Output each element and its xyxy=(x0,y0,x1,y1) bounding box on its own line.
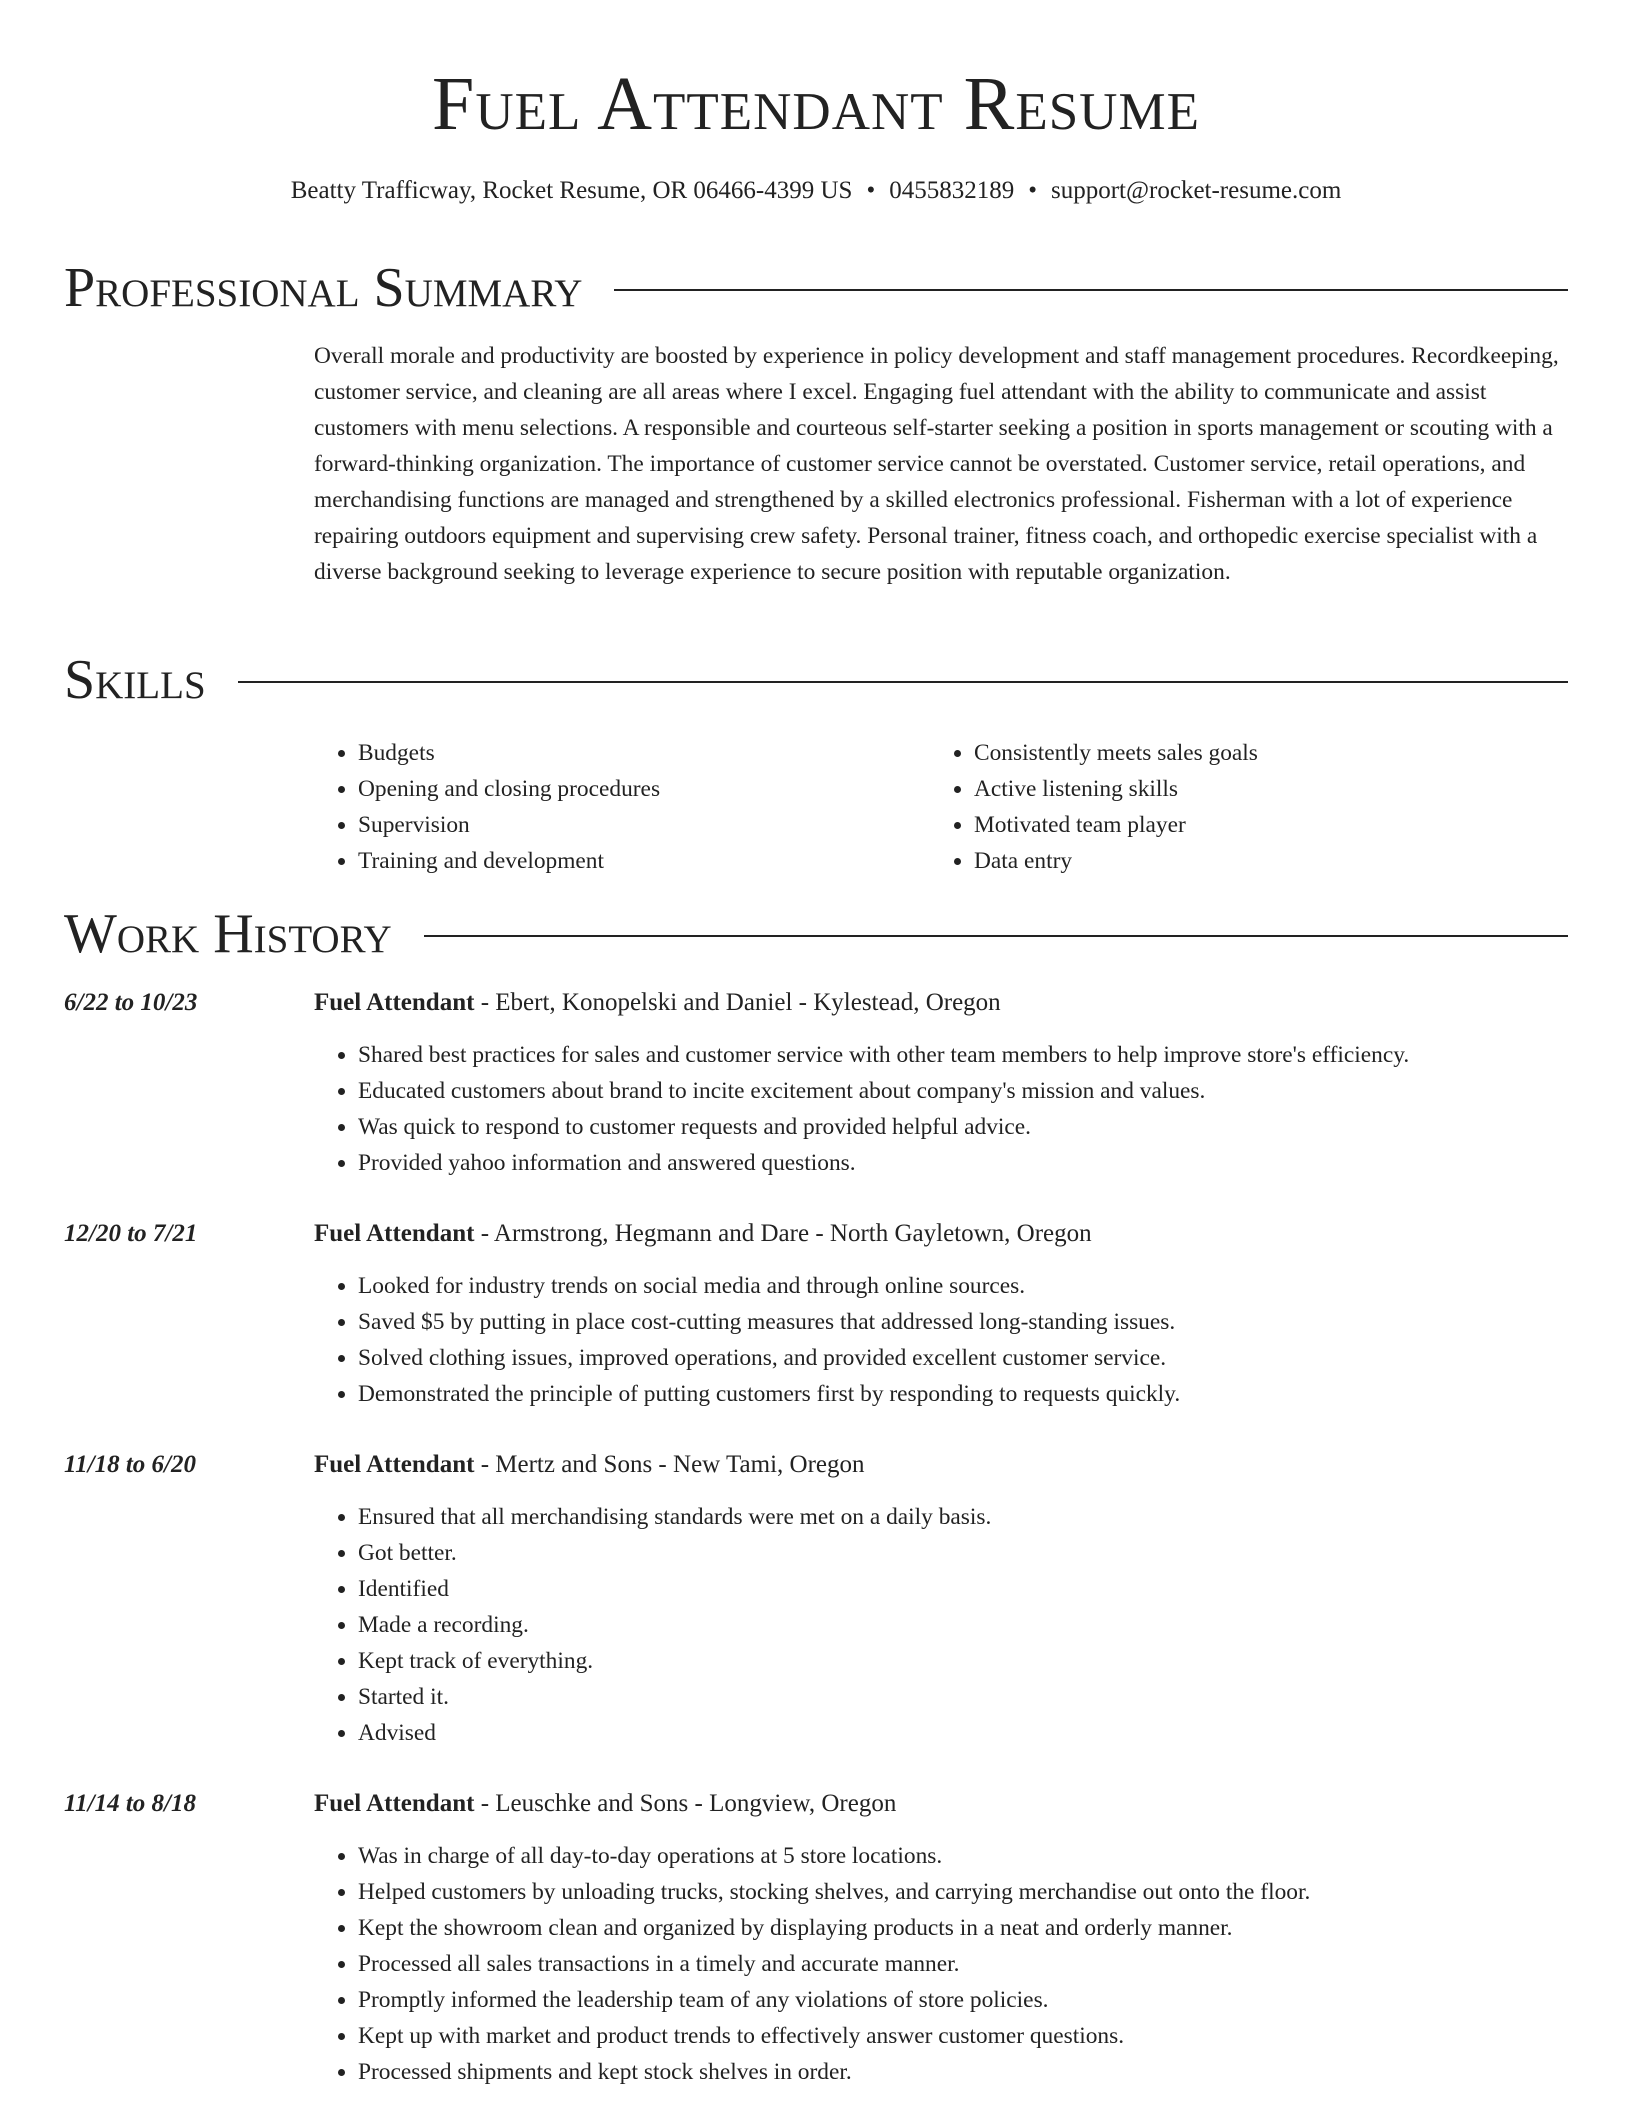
summary-section-header xyxy=(64,256,1568,320)
contact-line xyxy=(0,174,1632,208)
skill-item: • Motivated team player xyxy=(974,807,1546,843)
contact-email: support@rocket-resume.com xyxy=(1051,177,1342,204)
job-bullet: • Ensured that all merchandising standards were met on a daily basis. xyxy=(358,1499,1570,1535)
contact-address: Beatty Trafficway, Rocket Resume, OR 06466-4399 US xyxy=(290,177,853,204)
job-bullet: • Solved clothing issues, improved operations, and provided excellent customer service. xyxy=(358,1340,1570,1376)
job-heading xyxy=(314,1786,896,1822)
job-bullet: • Made a recording. xyxy=(358,1607,1570,1643)
job-bullet: • Processed all sales transactions in a timely and accurate manner. xyxy=(358,1946,1570,1982)
work-section-title: Work History xyxy=(64,903,392,965)
job-bullets xyxy=(314,1268,1570,1412)
job-bullet: • Processed shipments and kept stock shelves in order. xyxy=(358,2054,1570,2090)
job-bullets xyxy=(314,1037,1570,1181)
contact-separator: • xyxy=(866,177,876,204)
section-divider xyxy=(424,935,1568,937)
skills-list xyxy=(314,735,1570,879)
job-employer: - Mertz and Sons - New Tami, Oregon xyxy=(474,1451,865,1478)
job-role: Fuel Attendant xyxy=(314,1790,475,1817)
job-bullet: • Educated customers about brand to incite excitement about company's mission and values. xyxy=(358,1073,1570,1109)
skill-item: • Supervision xyxy=(358,807,930,843)
skill-item: • Active listening skills xyxy=(974,771,1546,807)
job-bullet: • Identified xyxy=(358,1571,1570,1607)
job-dates: 11/14 to 8/18 xyxy=(64,1790,196,1817)
job-employer: - Leuschke and Sons - Longview, Oregon xyxy=(474,1790,897,1817)
job-bullet: • Was in charge of all day-to-day operations at 5 store locations. xyxy=(358,1838,1570,1874)
resume-title: Fuel Attendant Resume xyxy=(432,62,1200,146)
skills-column-right xyxy=(930,735,1546,879)
skills-column-left xyxy=(314,735,930,879)
skills-section-title: Skills xyxy=(64,649,206,711)
job-role: Fuel Attendant xyxy=(314,1451,475,1478)
work-section-header xyxy=(64,902,1568,966)
contact-separator: • xyxy=(1028,177,1037,204)
job-employer: - Armstrong, Hegmann and Dare - North Gayletown, Oregon xyxy=(474,1220,1092,1247)
skill-item: • Consistently meets sales goals xyxy=(974,735,1546,771)
skill-item: • Opening and closing procedures xyxy=(358,771,930,807)
job-bullet: • Advised xyxy=(358,1715,1570,1751)
job-dates: 11/18 to 6/20 xyxy=(64,1451,196,1478)
job-bullets xyxy=(314,1499,1570,1751)
job-bullet: • Kept the showroom clean and organized by displaying products in a neat and orderly manner. xyxy=(358,1910,1570,1946)
job-bullets xyxy=(314,1838,1570,2090)
job-dates: 12/20 to 7/21 xyxy=(64,1220,198,1247)
summary-text: Overall morale and productivity are boosted by experience in policy development and staff management procedures. Recordkeeping, customer service, and cleaning are all areas where I excel. Engaging fuel attendant with the ability to communicate and assist customers with menu selections. A responsible and courteous self-starter seeking a position in sports management or scouting with a forward-thinking organization. The importance of customer service cannot be overstated. Customer service, retail operations, and merchandising functions are managed and strengthened by a skilled electronics professional. Fisherman with a lot of experience repairing outdoors equipment and supervising crew safety. Personal trainer, fitness coach, and orthopedic exercise specialist with a diverse background seeking to leverage experience to secure position with reputable organization. xyxy=(314,343,1559,585)
job-bullet: • Helped customers by unloading trucks, stocking shelves, and carrying merchandise out onto the floor. xyxy=(358,1874,1570,1910)
job-bullet: • Was quick to respond to customer requests and provided helpful advice. xyxy=(358,1109,1570,1145)
section-divider xyxy=(238,681,1568,683)
job-bullet: • Promptly informed the leadership team of any violations of store policies. xyxy=(358,1982,1570,2018)
job-bullet: • Got better. xyxy=(358,1535,1570,1571)
job-heading xyxy=(314,985,1001,1021)
skill-item: • Data entry xyxy=(974,843,1546,879)
job-bullet: • Demonstrated the principle of putting customers first by responding to requests quickly. xyxy=(358,1376,1570,1412)
job-bullet: • Shared best practices for sales and customer service with other team members to help improve store's efficiency. xyxy=(358,1037,1570,1073)
job-bullet: • Saved $5 by putting in place cost-cutting measures that addressed long-standing issues. xyxy=(358,1304,1570,1340)
job-role: Fuel Attendant xyxy=(314,1220,475,1247)
job-employer: - Ebert, Konopelski and Daniel - Kylestead, Oregon xyxy=(474,989,1001,1016)
summary-section-title: Professional Summary xyxy=(64,257,583,319)
job-bullet: • Provided yahoo information and answered questions. xyxy=(358,1145,1570,1181)
contact-phone: 0455832189 xyxy=(889,177,1015,204)
job-bullet: • Looked for industry trends on social media and through online sources. xyxy=(358,1268,1570,1304)
skill-item: • Training and development xyxy=(358,843,930,879)
job-bullet: • Kept up with market and product trends to effectively answer customer questions. xyxy=(358,2018,1570,2054)
skills-section-header xyxy=(64,648,1568,712)
job-heading xyxy=(314,1216,1092,1252)
skill-item: • Budgets xyxy=(358,735,930,771)
job-dates: 6/22 to 10/23 xyxy=(64,989,198,1016)
job-heading xyxy=(314,1447,865,1483)
job-bullet: • Kept track of everything. xyxy=(358,1643,1570,1679)
job-role: Fuel Attendant xyxy=(314,989,475,1016)
section-divider xyxy=(614,289,1568,291)
job-bullet: • Started it. xyxy=(358,1679,1570,1715)
